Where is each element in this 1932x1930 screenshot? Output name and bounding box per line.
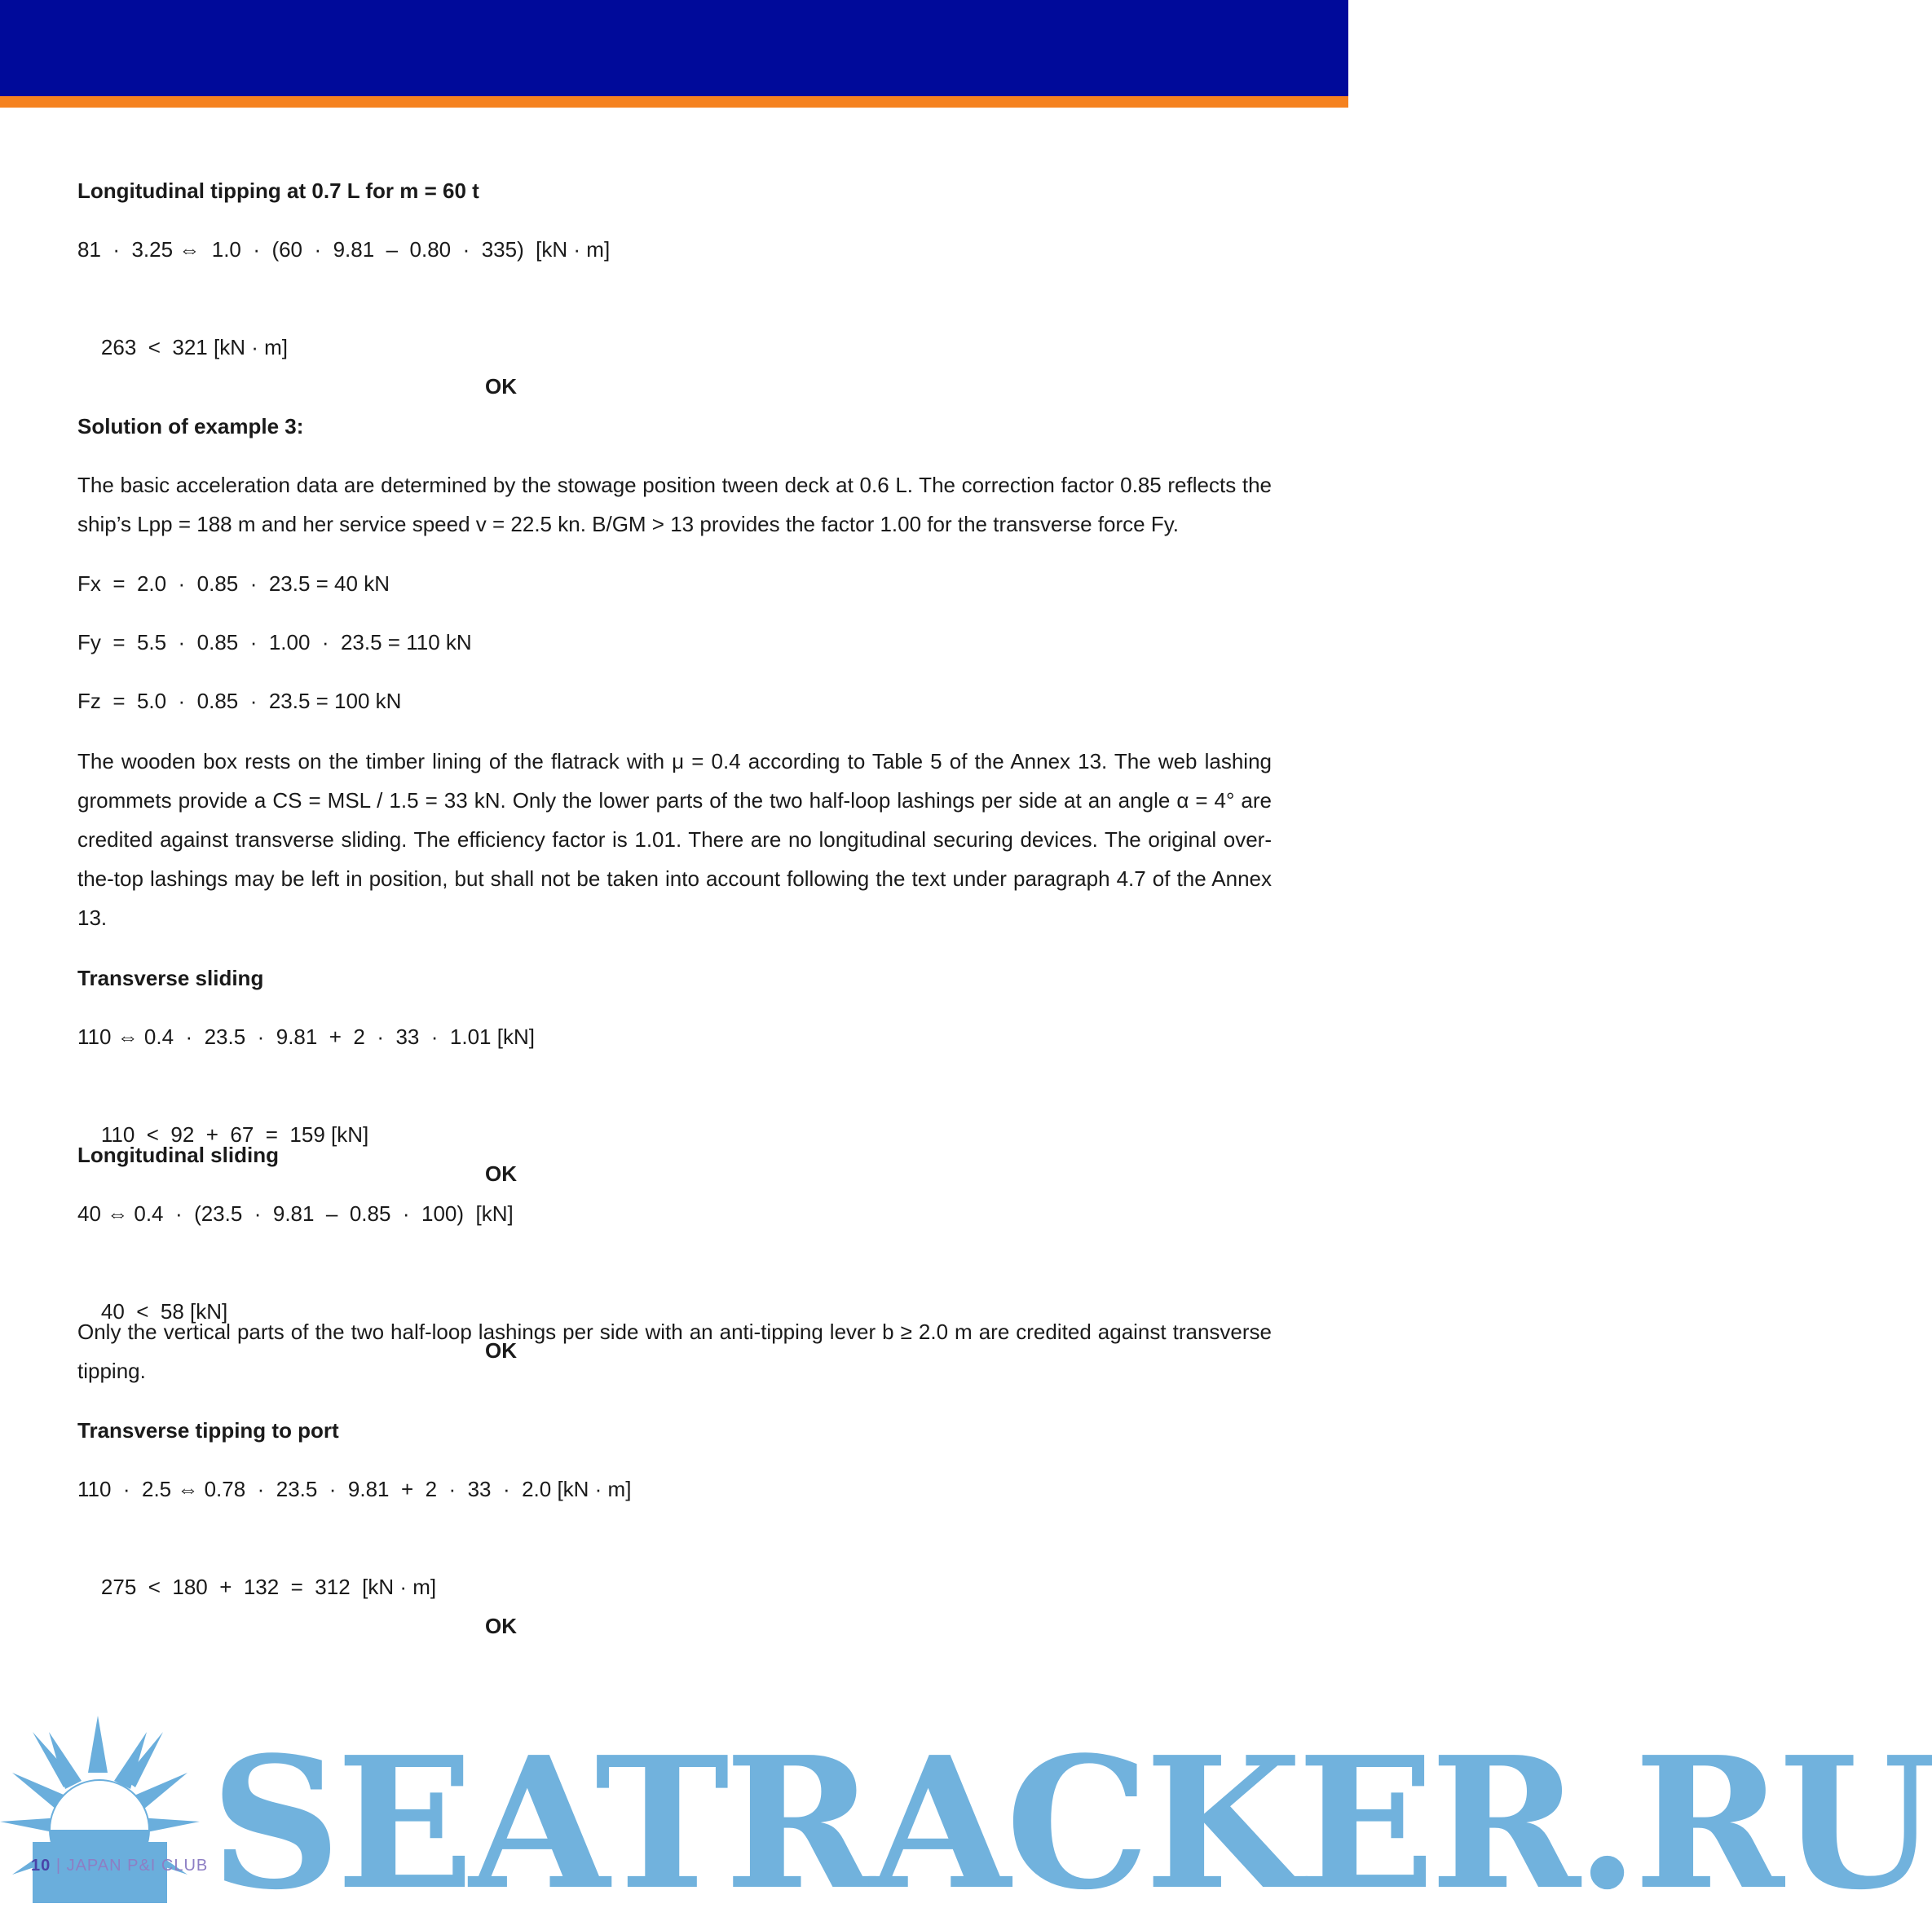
equation-text: 40 < 58 [kN] (100, 1299, 228, 1324)
page-number: 10 (31, 1857, 51, 1875)
header-bar (0, 0, 1348, 96)
heading-longitudinal-sliding: Longitudinal sliding (77, 1143, 279, 1167)
equation-line: 110 ⇔ 0.4 · 23.5 · 9.81 + 2 · 33 · 1.01 [kN] (77, 1024, 535, 1049)
equation-text: 110 < 92 + 67 = 159 [kN] (100, 1122, 369, 1147)
ok-label: OK (485, 374, 517, 399)
heading-solution: Solution of example 3: (77, 414, 304, 438)
ok-label: OK (485, 1614, 517, 1638)
heading-transverse-sliding: Transverse sliding (77, 966, 264, 990)
ok-label: OK (485, 1161, 517, 1186)
equation-text: 263 < 321 [kN · m] (100, 335, 288, 359)
header-stripe (0, 96, 1348, 108)
footer-org: JAPAN P&I CLUB (66, 1857, 209, 1875)
equation-line (77, 1528, 517, 1685)
paragraph: Only the vertical parts of the two half-loop lashings per side with an anti-tipping lever b ≥ 2.0 m are credited against transverse tipping. (77, 1320, 1272, 1383)
equation-fy: Fy = 5.5 · 0.85 · 1.00 · 23.5 = 110 kN (77, 630, 472, 654)
equation-fz: Fz = 5.0 · 0.85 · 23.5 = 100 kN (77, 689, 402, 713)
paragraph: The basic acceleration data are determined by the stowage position tween deck at 0.6 L. The correction factor 0.85 reflects the ship’s Lpp = 188 m and her service speed v = 22.5 kn. B/GM > 13 provides the factor 1.00 for the transverse force Fy. (77, 473, 1272, 536)
equation-line: 81 · 3.25 ⇔ 1.0 · (60 · 9.81 – 0.80 · 335) [kN · m] (77, 237, 611, 262)
footer-separator: | (55, 1857, 62, 1875)
watermark-text: SEATRACKER.RU (210, 1718, 1932, 1930)
equation-fx: Fx = 2.0 · 0.85 · 23.5 = 40 kN (77, 571, 390, 596)
equation-line: 110 · 2.5 ⇔ 0.78 · 23.5 · 9.81 + 2 · 33 · 2.0 [kN · m] (77, 1477, 632, 1501)
page-footer (31, 1857, 208, 1875)
paragraph: The wooden box rests on the timber lining of the flatrack with μ = 0.4 according to Table 5 of the Annex 13. The web lashing grommets provide a CS = MSL / 1.5 = 33 kN. Only the lower parts of the two half-loop lashings per side at an angle α = 4° are credited against transverse sliding. The efficiency factor is 1.01. There are no longitudinal securing devices. The original over-the-top lashings may be left in position, but shall not be taken into account following the text under paragraph 4.7 of the Annex 13. (77, 749, 1272, 930)
equation-text: 275 < 180 + 132 = 312 [kN · m] (100, 1575, 437, 1599)
heading-longitudinal-tipping: Longitudinal tipping at 0.7 L for m = 60 t (77, 178, 479, 203)
ok-label: OK (485, 1338, 517, 1363)
equation-line: 40 ⇔ 0.4 · (23.5 · 9.81 – 0.85 · 100) [kN] (77, 1201, 514, 1226)
heading-transverse-tipping: Transverse tipping to port (77, 1418, 339, 1443)
